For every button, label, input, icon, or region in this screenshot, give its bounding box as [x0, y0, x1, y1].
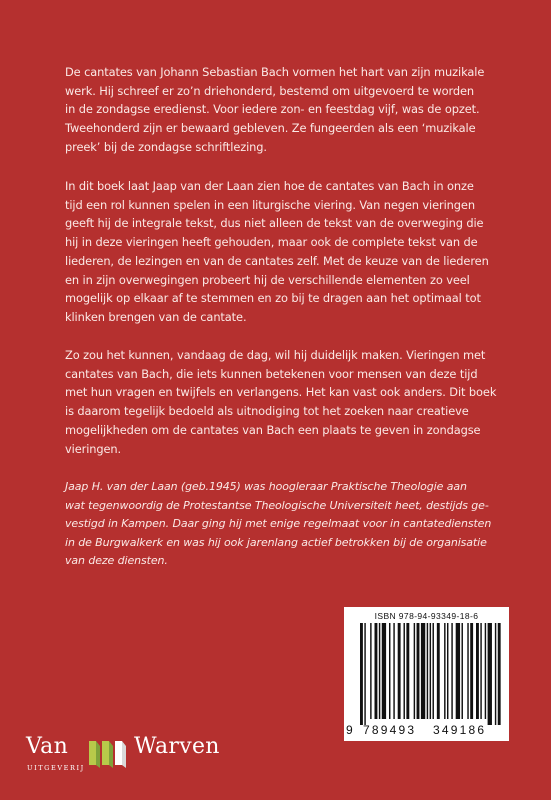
barcode-bar — [406, 623, 409, 719]
text-line: De cantates van Johann Sebastian Bach vormen het hart van zijn muzikale — [65, 65, 485, 79]
text-line: in de Burgwalkerk en was hij ook jarenlang actief betrokken bij de organisatie — [65, 535, 487, 549]
text-line: preek’ bij de zondagse schriftlezing. — [65, 139, 267, 154]
barcode-bar — [451, 623, 452, 719]
barcode-bar — [360, 623, 363, 725]
barcode-digit-first: 9 — [346, 723, 355, 737]
publisher-subtitle: UITGEVERIJ — [27, 764, 85, 772]
publisher-logo — [26, 734, 246, 782]
description-paragraph-3 — [65, 346, 501, 458]
text-line: cantates van Bach, die iets kunnen betekenen voor mensen van deze tijd — [65, 366, 478, 381]
barcode-bar — [476, 623, 479, 719]
barcode-bar — [417, 623, 420, 719]
text-line: hij in deze vieringen heeft gehouden, maar ook de complete tekst van de — [65, 235, 478, 250]
text-line: met hun vragen en twijfels en verlangens. Het kan vast ook anders. Dit boek — [65, 385, 497, 400]
text-line: vieringen. — [65, 441, 122, 456]
barcode-bar — [480, 623, 481, 719]
barcode-bar — [414, 623, 415, 719]
text-line: In dit boek laat Jaap van der Laan zien hoe de cantates van Bach in onze — [65, 179, 474, 193]
barcode-digits — [344, 723, 509, 739]
text-line: en in zijn overwegingen probeert hij de verschillende elementen zo veel — [65, 272, 470, 287]
barcode-bar — [393, 623, 394, 719]
publisher-name-right: Warven — [134, 734, 220, 759]
barcode-bar — [485, 623, 486, 719]
barcode-icon — [352, 623, 504, 725]
text-line: in de zondagse eredienst. Voor iedere zon- en feestdag vijf, was de opzet. — [65, 102, 480, 117]
text-line: geeft hij de integrale tekst, dus niet alleen de tekst van de overweging die — [65, 216, 484, 231]
description-paragraph-1 — [65, 63, 501, 157]
text-line: tijd een rol kunnen spelen in een liturgische viering. Van negen vieringen — [65, 197, 475, 212]
description-paragraph-2 — [65, 177, 501, 327]
text-line: vestigd in Kampen. Daar ging hij met enige regelmaat voor in cantatediensten — [65, 517, 492, 530]
text-line: mogelijk op elkaar af te stemmen en zo bij te dragen aan het optimaal tot — [65, 291, 481, 306]
publisher-mark-icon — [86, 738, 132, 768]
barcode-digits-left: 789493 — [363, 723, 417, 737]
barcode-bar — [433, 623, 434, 719]
barcode-panel — [344, 607, 509, 741]
barcode-bar — [498, 623, 501, 725]
barcode-bar — [495, 623, 496, 725]
barcode-bar — [370, 623, 371, 719]
barcode-bar — [456, 623, 460, 719]
barcode-bar — [379, 623, 380, 719]
barcode-bar — [430, 623, 431, 719]
text-line: Zo zou het kunnen, vandaag de dag, wil hij duidelijk maken. Vieringen met — [65, 348, 486, 362]
barcode-bar — [389, 623, 390, 719]
barcode-bar — [404, 623, 405, 719]
barcode-bar — [470, 623, 473, 719]
barcode-bar — [427, 623, 428, 719]
text-line: Tweehonderd zijn er bewaard gebleven. Ze fungeerden als een ‘muzikale — [65, 121, 476, 136]
barcode-bar — [382, 623, 386, 719]
barcode-bar — [364, 623, 365, 725]
author-bio — [65, 478, 501, 571]
text-line: wat tegenwoordig de Protestantse Theologische Universiteit heet, destijds ge- — [65, 498, 489, 512]
text-line: mogelijkheden om de cantates van Bach een plaats te geven in zondagse — [65, 422, 481, 437]
text-line: Jaap H. van der Laan (geb.1945) was hoogleraar Praktische Theologie aan — [65, 480, 467, 493]
text-line: werk. Hij schreef er zo’n driehonderd, bestemd om uitgevoerd te worden — [65, 83, 475, 98]
barcode-bar — [444, 623, 445, 719]
text-line: klinken brengen van de cantate. — [65, 309, 247, 324]
barcode-bar — [398, 623, 401, 719]
text-line: liederen, de lezingen en van de cantates zelf. Met de keuze van de liederen — [65, 253, 489, 268]
barcode-bar — [375, 623, 378, 719]
barcode-bar — [488, 623, 492, 725]
barcode-bar — [421, 623, 425, 719]
barcode-bar — [437, 623, 440, 719]
barcode-bar — [462, 623, 463, 719]
isbn-label: ISBN 978-94-93349-18-6 — [374, 611, 479, 621]
barcode-bar — [447, 623, 448, 719]
text-line: is daarom tegelijk bedoeld als uitnodiging tot het zoeken naar creatieve — [65, 404, 469, 419]
barcode-digits-right: 349186 — [433, 723, 487, 737]
publisher-name-left: Van — [26, 734, 69, 759]
text-line: van deze diensten. — [65, 554, 168, 567]
barcode-bar — [467, 623, 468, 719]
